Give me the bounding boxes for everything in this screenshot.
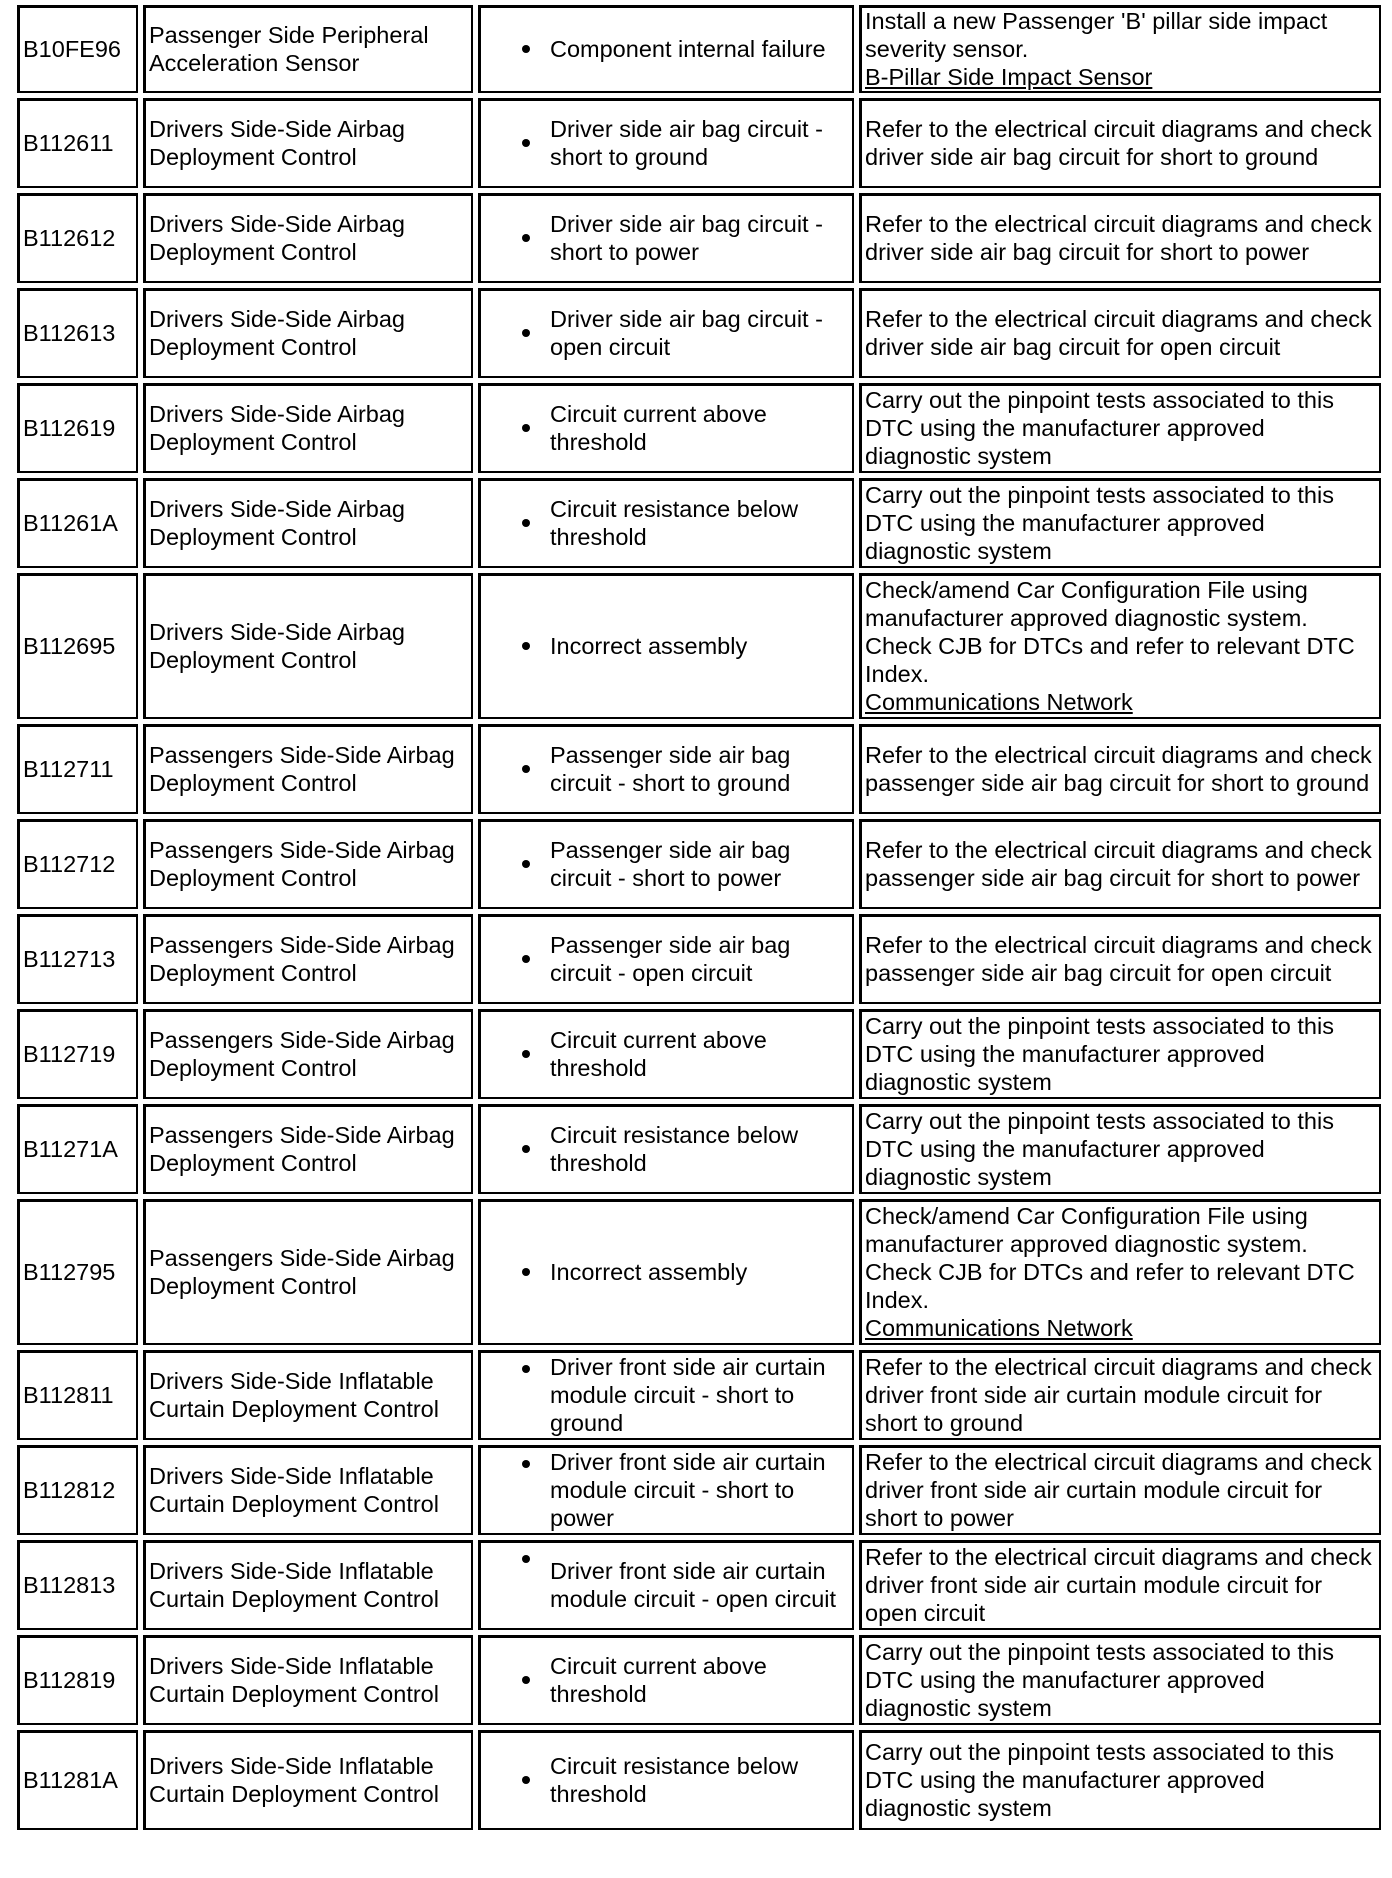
dtc-code: B112812: [17, 1445, 138, 1535]
dtc-symptom: [478, 914, 854, 1004]
action-text: Refer to the electrical circuit diagrams and check driver side air bag circuit for open circuit: [865, 306, 1372, 360]
bullet-icon: [522, 139, 530, 147]
action-text: Carry out the pinpoint tests associated to this DTC using the manufacturer approved diagnostic system: [865, 387, 1334, 469]
table-row: [17, 914, 1381, 1004]
dtc-code: B112811: [17, 1350, 138, 1440]
dtc-code: B112611: [17, 98, 138, 188]
table-row: [17, 5, 1381, 93]
dtc-code: B112795: [17, 1199, 138, 1345]
table-row: [17, 1635, 1381, 1725]
reference-link[interactable]: B-Pillar Side Impact Sensor: [865, 64, 1153, 90]
dtc-description: Drivers Side-Side Airbag Deployment Control: [143, 573, 473, 719]
dtc-symptom: [478, 1104, 854, 1194]
bullet-icon: [522, 45, 530, 53]
bullet-icon: [522, 1145, 530, 1153]
dtc-description: Drivers Side-Side Inflatable Curtain Deployment Control: [143, 1540, 473, 1630]
dtc-description: Passengers Side-Side Airbag Deployment Control: [143, 1104, 473, 1194]
dtc-code: B112613: [17, 288, 138, 378]
dtc-code: B10FE96: [17, 5, 138, 93]
symptom-text: Driver side air bag circuit - short to power: [550, 211, 823, 265]
dtc-action: [859, 383, 1381, 473]
action-text: Refer to the electrical circuit diagrams and check driver side air bag circuit for short to ground: [865, 116, 1372, 170]
table-row: [17, 819, 1381, 909]
symptom-text: Incorrect assembly: [550, 1259, 748, 1285]
action-text: Carry out the pinpoint tests associated to this DTC using the manufacturer approved diagnostic system: [865, 1013, 1334, 1095]
dtc-action: [859, 819, 1381, 909]
dtc-code: B112719: [17, 1009, 138, 1099]
action-text: Check/amend Car Configuration File using manufacturer approved diagnostic system.: [865, 1203, 1308, 1257]
dtc-symptom: [478, 1350, 854, 1440]
action-text: Carry out the pinpoint tests associated to this DTC using the manufacturer approved diagnostic system: [865, 1639, 1334, 1721]
symptom-text: Driver side air bag circuit - open circuit: [550, 306, 823, 360]
dtc-code: B112612: [17, 193, 138, 283]
dtc-code: B11261A: [17, 478, 138, 568]
dtc-table-body: [17, 5, 1381, 1830]
symptom-text: Circuit current above threshold: [550, 401, 767, 455]
symptom-text: Incorrect assembly: [550, 633, 748, 659]
bullet-icon: [522, 1555, 530, 1563]
dtc-action: [859, 98, 1381, 188]
dtc-action: [859, 1540, 1381, 1630]
dtc-description: Drivers Side-Side Airbag Deployment Control: [143, 193, 473, 283]
dtc-code: B112619: [17, 383, 138, 473]
bullet-icon: [522, 642, 530, 650]
dtc-symptom: [478, 724, 854, 814]
action-text: Carry out the pinpoint tests associated to this DTC using the manufacturer approved diagnostic system: [865, 1108, 1334, 1190]
bullet-icon: [522, 1676, 530, 1684]
dtc-symptom: [478, 1445, 854, 1535]
dtc-code: B112711: [17, 724, 138, 814]
symptom-text: Driver side air bag circuit - short to ground: [550, 116, 823, 170]
dtc-action: [859, 1009, 1381, 1099]
dtc-symptom: [478, 383, 854, 473]
reference-link[interactable]: Communications Network: [865, 1315, 1133, 1341]
bullet-icon: [522, 955, 530, 963]
table-row: [17, 1730, 1381, 1830]
dtc-action: [859, 1730, 1381, 1830]
dtc-symptom: [478, 1009, 854, 1099]
dtc-symptom: [478, 1199, 854, 1345]
action-text: Refer to the electrical circuit diagrams and check driver front side air curtain module circuit for open circuit: [865, 1544, 1372, 1626]
dtc-description: Drivers Side-Side Airbag Deployment Control: [143, 478, 473, 568]
dtc-code: B11281A: [17, 1730, 138, 1830]
table-row: [17, 1445, 1381, 1535]
dtc-code: B11271A: [17, 1104, 138, 1194]
dtc-symptom: [478, 98, 854, 188]
bullet-icon: [522, 234, 530, 242]
dtc-action: [859, 1350, 1381, 1440]
symptom-text: Driver front side air curtain module circuit - open circuit: [550, 1558, 837, 1612]
dtc-description: Drivers Side-Side Inflatable Curtain Deployment Control: [143, 1445, 473, 1535]
dtc-description: Passengers Side-Side Airbag Deployment Control: [143, 819, 473, 909]
bullet-icon: [522, 1050, 530, 1058]
dtc-action: [859, 573, 1381, 719]
symptom-text: Circuit current above threshold: [550, 1653, 767, 1707]
dtc-action: [859, 1104, 1381, 1194]
symptom-text: Circuit resistance below threshold: [550, 1122, 799, 1176]
dtc-symptom: [478, 478, 854, 568]
bullet-icon: [522, 1460, 530, 1468]
dtc-symptom: [478, 193, 854, 283]
dtc-action: [859, 724, 1381, 814]
action-text: Refer to the electrical circuit diagrams and check passenger side air bag circuit for open circuit: [865, 932, 1372, 986]
symptom-text: Circuit resistance below threshold: [550, 1753, 799, 1807]
dtc-symptom: [478, 5, 854, 93]
symptom-text: Circuit resistance below threshold: [550, 496, 799, 550]
action-text: Refer to the electrical circuit diagrams and check passenger side air bag circuit for short to power: [865, 837, 1372, 891]
dtc-action: [859, 1199, 1381, 1345]
action-text: Check CJB for DTCs and refer to relevant DTC Index.: [865, 1259, 1355, 1313]
symptom-text: Driver front side air curtain module circuit - short to ground: [550, 1354, 826, 1436]
action-text: Carry out the pinpoint tests associated to this DTC using the manufacturer approved diagnostic system: [865, 1739, 1334, 1821]
bullet-icon: [522, 765, 530, 773]
dtc-description: Passengers Side-Side Airbag Deployment Control: [143, 724, 473, 814]
bullet-icon: [522, 1776, 530, 1784]
table-row: [17, 383, 1381, 473]
action-text: Check CJB for DTCs and refer to relevant DTC Index.: [865, 633, 1355, 687]
action-text: Refer to the electrical circuit diagrams and check driver front side air curtain module circuit for short to power: [865, 1449, 1372, 1531]
dtc-table: [12, 0, 1386, 1835]
action-text: Refer to the electrical circuit diagrams and check passenger side air bag circuit for short to ground: [865, 742, 1372, 796]
dtc-description: Drivers Side-Side Inflatable Curtain Deployment Control: [143, 1635, 473, 1725]
table-row: [17, 1350, 1381, 1440]
dtc-action: [859, 288, 1381, 378]
dtc-description: Passengers Side-Side Airbag Deployment Control: [143, 1199, 473, 1345]
dtc-code: B112819: [17, 1635, 138, 1725]
dtc-code: B112712: [17, 819, 138, 909]
dtc-description: Drivers Side-Side Airbag Deployment Control: [143, 383, 473, 473]
dtc-symptom: [478, 1730, 854, 1830]
dtc-description: Drivers Side-Side Inflatable Curtain Deployment Control: [143, 1730, 473, 1830]
symptom-text: Passenger side air bag circuit - open circuit: [550, 932, 791, 986]
dtc-description: Drivers Side-Side Inflatable Curtain Deployment Control: [143, 1350, 473, 1440]
dtc-symptom: [478, 1635, 854, 1725]
dtc-description: Drivers Side-Side Airbag Deployment Control: [143, 98, 473, 188]
dtc-action: [859, 193, 1381, 283]
dtc-symptom: [478, 288, 854, 378]
dtc-code: B112813: [17, 1540, 138, 1630]
symptom-text: Passenger side air bag circuit - short to ground: [550, 742, 791, 796]
action-text: Refer to the electrical circuit diagrams and check driver side air bag circuit for short to power: [865, 211, 1372, 265]
table-row: [17, 573, 1381, 719]
action-text: Check/amend Car Configuration File using manufacturer approved diagnostic system.: [865, 577, 1308, 631]
reference-link[interactable]: Communications Network: [865, 689, 1133, 715]
table-row: [17, 98, 1381, 188]
table-row: [17, 1009, 1381, 1099]
dtc-action: [859, 914, 1381, 1004]
dtc-symptom: [478, 573, 854, 719]
dtc-description: Passengers Side-Side Airbag Deployment Control: [143, 914, 473, 1004]
table-row: [17, 724, 1381, 814]
symptom-text: Circuit current above threshold: [550, 1027, 767, 1081]
action-text: Refer to the electrical circuit diagrams and check driver front side air curtain module circuit for short to ground: [865, 1354, 1372, 1436]
bullet-icon: [522, 424, 530, 432]
dtc-description: Drivers Side-Side Airbag Deployment Control: [143, 288, 473, 378]
table-row: [17, 193, 1381, 283]
dtc-description: Passenger Side Peripheral Acceleration Sensor: [143, 5, 473, 93]
dtc-action: [859, 1445, 1381, 1535]
symptom-text: Driver front side air curtain module circuit - short to power: [550, 1449, 826, 1531]
dtc-action: [859, 5, 1381, 93]
symptom-text: Component internal failure: [550, 36, 826, 62]
dtc-symptom: [478, 819, 854, 909]
dtc-code: B112713: [17, 914, 138, 1004]
table-row: [17, 478, 1381, 568]
dtc-description: Passengers Side-Side Airbag Deployment Control: [143, 1009, 473, 1099]
bullet-icon: [522, 519, 530, 527]
bullet-icon: [522, 860, 530, 868]
bullet-icon: [522, 1365, 530, 1373]
action-text: Carry out the pinpoint tests associated to this DTC using the manufacturer approved diagnostic system: [865, 482, 1334, 564]
table-row: [17, 1104, 1381, 1194]
symptom-text: Passenger side air bag circuit - short to power: [550, 837, 791, 891]
bullet-icon: [522, 329, 530, 337]
action-text: Install a new Passenger 'B' pillar side impact severity sensor.: [865, 8, 1328, 62]
dtc-action: [859, 1635, 1381, 1725]
table-row: [17, 288, 1381, 378]
bullet-icon: [522, 1268, 530, 1276]
dtc-symptom: [478, 1540, 854, 1630]
dtc-code: B112695: [17, 573, 138, 719]
table-row: [17, 1540, 1381, 1630]
table-row: [17, 1199, 1381, 1345]
dtc-action: [859, 478, 1381, 568]
